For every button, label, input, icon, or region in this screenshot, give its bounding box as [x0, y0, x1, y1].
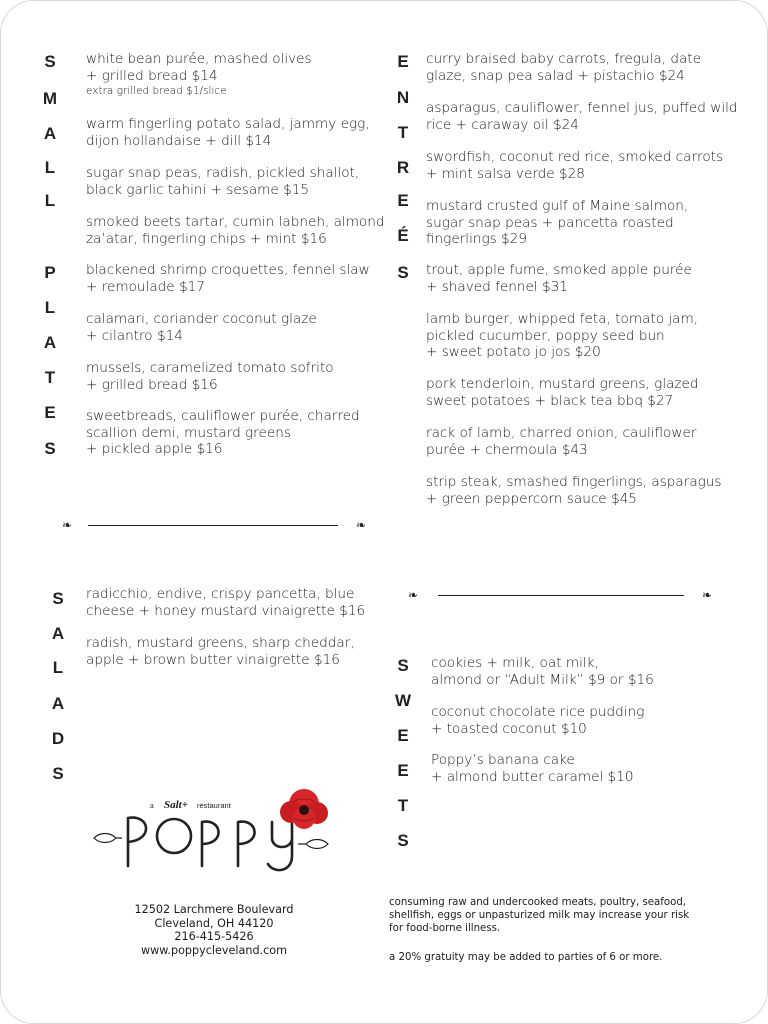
heading-letter: T: [44, 368, 56, 387]
item-line: pork tenderloin, mustard greens, glazed: [426, 376, 699, 392]
item-line: sugar snap peas, radish, pickled shallot,: [86, 165, 360, 181]
item-line: + shaved fennel $31: [426, 278, 568, 295]
menu-item: [426, 51, 701, 84]
menu-item: [426, 376, 699, 409]
heading-letter: A: [51, 694, 65, 713]
item-line: Poppy’s banana cake: [431, 752, 575, 768]
item-line: purée + chermoula $43: [426, 441, 588, 458]
item-line: asparagus, cauliflower, fennel jus, puffed wild: [426, 100, 738, 116]
item-line: + green peppercorn sauce $45: [426, 490, 637, 507]
item-line: strip steak, smashed fingerlings, asparagus: [426, 474, 722, 490]
heading-letter: E: [397, 761, 409, 780]
menu-item: [431, 704, 644, 737]
heading-letter: W: [394, 691, 412, 710]
heading-letter: E: [397, 191, 409, 210]
item-line: dijon hollandaise + dill $14: [86, 132, 272, 149]
item-line: fingerlings $29: [426, 231, 527, 247]
heading-letter: E: [397, 52, 409, 71]
heading-letter: L: [44, 191, 56, 210]
menu-item: [426, 311, 698, 361]
heading-letter: S: [397, 656, 409, 675]
menu-item: [426, 198, 688, 248]
item-line: blackened shrimp croquettes, fennel slaw: [86, 262, 370, 278]
item-line: scallion demi, mustard greens: [86, 424, 291, 441]
item-line: + almond butter caramel $10: [431, 768, 634, 785]
website-link[interactable]: www.poppycleveland.com: [141, 943, 287, 957]
svg-text:Salt+: Salt+: [164, 799, 188, 811]
address-city: Cleveland, OH 44120: [154, 916, 274, 930]
menu-item: [426, 100, 738, 133]
leaf-ornament-icon: ❧: [355, 518, 366, 532]
item-line: black garlic tahini + sesame $15: [86, 181, 310, 198]
gratuity-note: a 20% gratuity may be added to parties of 6 or more.: [389, 952, 663, 963]
disclaimer-line: for food-borne illness.: [389, 923, 501, 934]
heading-letter: T: [397, 123, 409, 142]
leaf-ornament-icon: ❧: [408, 588, 419, 602]
heading-letter: S: [52, 589, 64, 608]
leaf-ornament-icon: ❧: [701, 588, 712, 602]
fine-print: [389, 896, 729, 964]
menu-item: [86, 116, 370, 149]
heading-letter: S: [44, 52, 56, 71]
heading-letter: L: [52, 658, 64, 677]
heading-letter: E: [397, 726, 409, 745]
menu-item: [426, 262, 692, 295]
item-line: + pickled apple $16: [86, 441, 223, 457]
divider-line: [88, 525, 338, 526]
item-line: rack of lamb, charred onion, cauliflower: [426, 425, 697, 441]
item-line: sugar snap peas + pancetta roasted: [426, 214, 674, 231]
heading-letter: S: [52, 764, 64, 783]
restaurant-address: [100, 903, 328, 957]
heading-letter: M: [42, 89, 58, 108]
section-divider: [408, 588, 712, 602]
item-line: radicchio, endive, crispy pancetta, blue: [86, 586, 355, 602]
heading-letter: L: [44, 158, 56, 177]
menu-item: [86, 408, 360, 458]
item-line: radish, mustard greens, sharp cheddar,: [86, 635, 355, 651]
item-line: mussels, caramelized tomato sofrito: [86, 360, 334, 376]
item-line: rice + caraway oil $24: [426, 116, 579, 133]
disclaimer-line: shellfish, eggs or unpasturized milk may increase your risk: [389, 910, 690, 921]
heading-letter: S: [397, 263, 409, 282]
poppy-flower-icon: [280, 789, 328, 829]
item-line: cookies + milk, oat milk,: [431, 655, 599, 671]
heading-letter: A: [43, 333, 57, 352]
item-line: pickled cucumber, poppy seed bun: [426, 327, 665, 344]
heading-letter: P: [44, 263, 56, 282]
item-line: + grilled bread $16: [86, 376, 218, 393]
section-divider: [62, 518, 366, 532]
heading-letter: S: [44, 439, 56, 458]
item-line: + mint salsa verde $28: [426, 165, 585, 182]
address-street: 12502 Larchmere Boulevard: [134, 903, 294, 916]
menu-item: [86, 165, 359, 198]
menu-item: [426, 474, 722, 507]
heading-letter: L: [44, 298, 56, 317]
menu-item: [86, 51, 312, 98]
menu-item: [86, 214, 385, 247]
menu-item: [426, 425, 696, 458]
heading-letter: R: [396, 158, 410, 177]
menu-item: [86, 635, 355, 668]
menu-item: [86, 586, 365, 619]
item-line: smoked beets tartar, cumin labneh, almond: [86, 214, 385, 230]
item-line: apple + brown butter vinaigrette $16: [86, 651, 340, 668]
item-line: sweetbreads, cauliflower purée, charred: [86, 408, 360, 424]
item-line: + grilled bread $14: [86, 67, 218, 84]
svg-text:restaurant: restaurant: [197, 801, 231, 810]
item-line: cheese + honey mustard vinaigrette $16: [86, 602, 366, 619]
item-line: sweet potatoes + black tea bbq $27: [426, 392, 674, 409]
heading-letter: E: [44, 403, 56, 422]
heading-letter: D: [51, 729, 65, 748]
heading-letter: A: [43, 124, 57, 143]
divider-line: [438, 595, 684, 596]
item-line: calamari, coriander coconut glaze: [86, 311, 317, 327]
item-line: mustard crusted gulf of Maine salmon,: [426, 198, 689, 214]
item-line: white bean purée, mashed olives: [86, 51, 312, 67]
item-line: coconut chocolate rice pudding: [431, 704, 645, 720]
item-line: + cilantro $14: [86, 327, 183, 344]
menu-item: [86, 360, 334, 393]
heading-letter: T: [397, 796, 409, 815]
item-line: swordfish, coconut red rice, smoked carrots: [426, 149, 724, 165]
item-line: + remoulade $17: [86, 278, 205, 295]
heading-letter: A: [51, 624, 65, 643]
item-line: trout, apple fume, smoked apple purée: [426, 262, 692, 278]
item-line: lamb burger, whipped feta, tomato jam,: [426, 311, 699, 327]
menu-item: [426, 149, 723, 182]
item-line: + toasted coconut $10: [431, 720, 587, 737]
item-line: curry braised baby carrots, fregula, date: [426, 51, 701, 67]
leaf-ornament-icon: ❧: [62, 518, 73, 532]
svg-text:a: a: [150, 800, 154, 810]
disclaimer-line: consuming raw and undercooked meats, poultry, seafood,: [389, 897, 687, 908]
phone-number: 216-415-5426: [174, 930, 254, 943]
menu-item: [86, 311, 317, 344]
item-line: za’atar, fingerling chips + mint $16: [86, 230, 327, 247]
item-line: + sweet potato jo jos $20: [426, 344, 601, 360]
item-line: warm fingerling potato salad, jammy egg,: [86, 116, 370, 132]
menu-item: [86, 262, 370, 295]
heading-letter: N: [396, 88, 410, 107]
item-line: glaze, snap pea salad + pistachio $24: [426, 67, 685, 84]
poppy-logo: [88, 788, 338, 878]
item-note: extra grilled bread $1/slice: [86, 85, 227, 97]
item-line: almond or “Adult Milk” $9 or $16: [431, 671, 654, 688]
heading-letter: S: [397, 831, 409, 850]
menu-item: [431, 655, 654, 688]
menu-item: [431, 752, 634, 785]
heading-letter: É: [397, 226, 409, 245]
